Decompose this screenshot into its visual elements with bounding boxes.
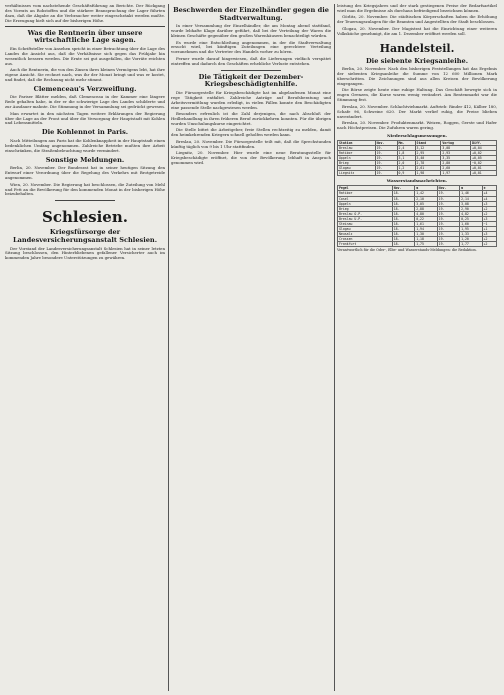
table-cell: 1,18 bbox=[415, 237, 437, 242]
paragraph: Der Vorstand der Landesversicherungsanstalt Schlesien hat in seiner letzten Sitzung beschlossen, den Hinterbliebenen gefallener Versicherter auch im kommenden Jahre besondere Unterstützungen zu gewähren. bbox=[5, 245, 165, 261]
table-cell: Glogau bbox=[338, 227, 393, 232]
table-cell: 19. bbox=[437, 206, 459, 211]
table-cell: +0,04 bbox=[471, 145, 497, 150]
table-cell: 2,95 bbox=[415, 150, 441, 155]
section-title-handelsteil: Handelsteil. bbox=[379, 41, 455, 55]
paragraph: Breslau, 20. November. Schlachtviehmarkt. Auftrieb: Rinder 412, Kälber 180, Schafe 96, Schweine 620. Der Markt verlief ruhig, die Preise blieben unverändert. bbox=[337, 103, 497, 119]
table-cell: 18. bbox=[392, 206, 414, 211]
divider bbox=[5, 26, 165, 27]
table-cell: Frankfurt bbox=[338, 242, 393, 247]
table-cell: 1,75 bbox=[415, 242, 437, 247]
table-cell: 4,80 bbox=[415, 211, 437, 216]
table-cell: 1,60 bbox=[460, 222, 482, 227]
table-cell: 2,61 bbox=[415, 166, 441, 171]
table-cell: 1,94 bbox=[415, 227, 437, 232]
table-cell: 2,88 bbox=[415, 206, 437, 211]
table-cell: Breslau U.P. bbox=[338, 216, 393, 221]
table-cell: 2,93 bbox=[441, 150, 471, 155]
table-cell: 19. bbox=[437, 222, 459, 227]
table-cell: 19. bbox=[437, 211, 459, 216]
paragraph: Die Pariser Blätter melden, daß Clemenceau in der Kammer eine längere Rede gehalten habe, in der er die schwierige Lage des Landes schilderte und zur Ausdauer mahnte. Die Stimmung in der Versammlung sei gedrückt gewesen. bbox=[5, 94, 165, 110]
table-footnote: Verantwortlich für die Oder-, Elbe- und Wasserstands-Meldungen: die Redaktion. bbox=[337, 248, 477, 253]
headline-beschwerden: Beschwerden der Einzelhändler gegen die Stadtverwaltung. bbox=[173, 6, 329, 22]
table-cell: Glogau bbox=[338, 166, 376, 171]
table-header-cell: Station bbox=[338, 140, 376, 145]
table-cell: 2,0 bbox=[397, 161, 415, 166]
table-cell: +3 bbox=[482, 216, 496, 221]
table-cell: +2 bbox=[482, 242, 496, 247]
table-cell: 2,60 bbox=[441, 166, 471, 171]
table-header-cell: Nov. bbox=[375, 140, 397, 145]
table-header-cell: Pegel bbox=[338, 186, 393, 191]
table-cell: 18. bbox=[392, 191, 414, 196]
table-cell: 0,9 bbox=[397, 171, 415, 176]
paragraph: leistung des Kriegsjahres und der stark gestiegenen Preise der Bedarfsartikel wird man die Ergebnisse als durchaus befriedigend bezeichnen können. bbox=[337, 3, 497, 13]
table-cell: 18. bbox=[392, 222, 414, 227]
column-middle bbox=[171, 4, 331, 167]
table-cell: 0,25 bbox=[460, 216, 482, 221]
table-cell: 1,33 bbox=[460, 232, 482, 237]
table-cell: 18. bbox=[392, 211, 414, 216]
paragraph: Görlitz, 20. November. Die städtischen Körperschaften haben die Erhöhung der Teuerungszulagen für die Beamten und Angestellten der Stadt beschlossen. bbox=[337, 14, 497, 25]
table-cell: Ratibor bbox=[338, 191, 393, 196]
table-cell: 3,1 bbox=[397, 156, 415, 161]
table-header-cell: m bbox=[460, 186, 482, 191]
table-cell: 2,14 bbox=[460, 196, 482, 201]
table-title-niederschlag: Niederschlagsmessungen. bbox=[386, 132, 448, 138]
table-cell: 18. bbox=[392, 242, 414, 247]
table-cell: Neusalz bbox=[338, 232, 393, 237]
table-cell: −1 bbox=[482, 222, 496, 227]
table-cell: +0,02 bbox=[471, 150, 497, 155]
table-cell: Oppeln bbox=[338, 201, 393, 206]
table-cell: 19. bbox=[437, 196, 459, 201]
table-cell: 2,80 bbox=[441, 161, 471, 166]
table-header-cell: Stand bbox=[415, 140, 441, 145]
table-cell: 19. bbox=[375, 150, 397, 155]
table-cell: Cosel bbox=[338, 196, 393, 201]
paragraph: Glogau, 20. November. Der Magistrat hat die Einrichtung einer weiteren Volksküche genehmigt, die am 1. Dezember eröffnet werden soll. bbox=[337, 25, 497, 36]
table-cell: 19. bbox=[437, 237, 459, 242]
table-cell: 18. bbox=[392, 232, 414, 237]
table-cell: +1 bbox=[482, 227, 496, 232]
column-rule bbox=[334, 4, 335, 691]
table-cell: 3,40 bbox=[415, 156, 441, 161]
table-cell: 19. bbox=[437, 191, 459, 196]
paragraph: Wien, 20. November. Die Regierung hat beschlossen, die Zuteilung von Mehl und Fett an die Bevölkerung für den kommenden Monat in der bisherigen Höhe beizubehalten. bbox=[5, 181, 165, 197]
paragraph: Ein Schriftsteller von Ansehen spricht in einer Betrachtung über die Lage des Landes die Ansicht aus, daß die Verhältnisse sich gegen das Frühjahr hin wesentlich bessern werden. Die Ernte sei gut ausgefallen, die Vorräte reichten aus. bbox=[5, 45, 165, 66]
paragraph: Die Börse zeigte heute eine ruhige Haltung. Das Geschäft bewegte sich in engen Grenzen, die Kurse waren wenig verändert. Am Rentenmarkt war die Stimmung fest. bbox=[337, 87, 497, 103]
table-cell: 1,30 bbox=[415, 232, 437, 237]
paragraph: Die Stelle bittet die Arbeitgeber, freie Stellen rechtzeitig zu melden, damit den heimkehrenden Kriegern schnell geholfen werden kann. bbox=[171, 127, 331, 138]
paragraph: Auch die Rentnerin, die von den Zinsen ihres kleinen Vermögens lebt, hat ihre eigene Ansicht. Sie rechnet nach, was ihr der Monat bringt und was er kostet, und findet, daß die Rechnung nicht mehr stimmt. bbox=[5, 67, 165, 82]
table-cell: 19. bbox=[375, 171, 397, 176]
headline-kriegsanleihe: Die siebente Kriegsanleihe. bbox=[365, 56, 469, 65]
headline-clemenceau: Clemenceau's Verzweiflung. bbox=[33, 84, 137, 93]
paragraph: Ferner wurde darauf hingewiesen, daß die Lieferungen vielfach verspätet eintreffen und dadurch den Geschäften erhebliche Verluste entstehen. bbox=[171, 55, 331, 66]
table-cell: 1,77 bbox=[460, 242, 482, 247]
table-title-wasserstand: Wasserstandsnachrichten. bbox=[386, 178, 448, 184]
table-cell: +4 bbox=[482, 191, 496, 196]
table-cell: 1,95 bbox=[460, 227, 482, 232]
table-cell: 3,35 bbox=[441, 156, 471, 161]
table-cell: 19. bbox=[375, 156, 397, 161]
table-row bbox=[338, 242, 497, 247]
table-cell: Breslau bbox=[338, 145, 376, 150]
table-cell: 19. bbox=[375, 166, 397, 171]
table-header-cell: Diff. bbox=[471, 140, 497, 145]
headline-kohlen: Die Kohlennot in Paris. bbox=[41, 128, 129, 137]
table-cell: +3 bbox=[482, 201, 496, 206]
paragraph: verhältnisses vom nachstehende Geschäftsführung an Berichte. Der Rückgang des Vorrats an Rohstoffen und die stärkere Beanspruchung der Lager führten dazu, daß die Abgabe an die Verbraucher weiter eingeschränkt werden mußte. Die Erzeugung hielt sich auf der bisherigen Höhe. bbox=[5, 3, 165, 23]
table-cell: +0,01 bbox=[471, 171, 497, 176]
divider bbox=[55, 200, 115, 201]
headline-dezember: Die Tätigkeit der Dezember-Kriegsbeschädigtenhilfe. bbox=[198, 72, 304, 89]
paragraph: Breslau, 20. November. Produktenmarkt. Weizen, Roggen, Gerste und Hafer nach Höchstpreisen. Die Zufuhren waren gering. bbox=[337, 120, 497, 130]
table-cell: 1,42 bbox=[415, 191, 437, 196]
paragraph: Berlin, 20. November. Nach den bisherigen Feststellungen hat das Ergebnis der siebenten Kriegsanleihe die Summe von 12 600 Millionen Mark überschritten. Die Zeichnungen sind aus allen Kreisen der Bevölkerung eingegangen. bbox=[337, 66, 497, 86]
table-cell: 3,12 bbox=[415, 145, 441, 150]
table-cell: 3,08 bbox=[460, 201, 482, 206]
column-right bbox=[337, 4, 497, 253]
table-cell: −0,02 bbox=[471, 161, 497, 166]
table-cell: Crossen bbox=[338, 237, 393, 242]
table-cell: Breslau O.P. bbox=[338, 211, 393, 216]
table-cell: +2 bbox=[482, 237, 496, 242]
table-cell: 4,82 bbox=[460, 211, 482, 216]
table-cell: 2,4 bbox=[397, 145, 415, 150]
paragraph: Liegnitz, 20. November. Hier wurde eine neue Beratungsstelle für Kriegsbeschädigte eröffnet, die von der Bevölkerung lebhaft in Anspruch genommen wird. bbox=[171, 150, 331, 165]
table-cell: 18. bbox=[392, 201, 414, 206]
table-cell: 1,20 bbox=[460, 237, 482, 242]
section-title-schlesien: Schlesien. bbox=[42, 208, 128, 227]
table-cell: 1,46 bbox=[460, 191, 482, 196]
table-header-cell: ± bbox=[482, 186, 496, 191]
table-cell: 18. bbox=[392, 237, 414, 242]
table-cell: 18. bbox=[392, 196, 414, 201]
table-cell: Ratibor bbox=[338, 150, 376, 155]
table-cell: 19. bbox=[437, 242, 459, 247]
table-cell: 1,97 bbox=[441, 171, 471, 176]
table-cell: 1,2 bbox=[397, 166, 415, 171]
table-cell: 3,05 bbox=[415, 201, 437, 206]
table-cell: 19. bbox=[375, 145, 397, 150]
table-header-cell: Nov. bbox=[437, 186, 459, 191]
table-cell: +2 bbox=[482, 206, 496, 211]
paragraph: Breslau, 20. November. Die Fürsorgestelle teilt mit, daß die Sprechstunden künftig täglich von 9 bis 1 Uhr stattfinden. bbox=[171, 138, 331, 149]
paragraph: Man erwartet in den nächsten Tagen weitere Erklärungen der Regierung über die Lage an der Front und über die Versorgung der Hauptstadt mit Kohlen und Lebensmitteln. bbox=[5, 110, 165, 126]
headline-kriegsfuersorge: Kriegsfürsorge der Landesversicherungsanstalt Schlesien. bbox=[12, 228, 158, 244]
table-cell: 19. bbox=[375, 161, 397, 166]
table-cell: 0,22 bbox=[415, 216, 437, 221]
table-cell: +0,05 bbox=[471, 156, 497, 161]
table-cell: 2,10 bbox=[415, 196, 437, 201]
table-header-cell: m bbox=[415, 186, 437, 191]
table-cell: 19. bbox=[437, 232, 459, 237]
table-niederschlag bbox=[337, 140, 497, 177]
table-cell: +2 bbox=[482, 211, 496, 216]
table-header-cell: Mm. bbox=[397, 140, 415, 145]
divider bbox=[221, 70, 281, 71]
paragraph: In einer Versammlung der Einzelhändler, die am Montag abend stattfand, wurde lebhafte Klage darüber geführt, daß bei der Verteilung der Waren die kleinen Geschäfte gegenüber den großen Warenhäusern benachteiligt würden. bbox=[171, 23, 331, 38]
table-cell: 19. bbox=[437, 201, 459, 206]
table-cell: 1,98 bbox=[415, 171, 441, 176]
table-cell: 18. bbox=[392, 216, 414, 221]
table-wasserstand bbox=[337, 185, 497, 247]
paragraph: Nach Mitteilungen aus Paris hat die Kohlenknappheit in der Hauptstadt einen bedenklichen Umfang angenommen. Zahlreiche Betriebe mußten ihre Arbeit einschränken, die Straßenbeleuchtung wurde vermindert. bbox=[5, 137, 165, 153]
table-cell: +0,01 bbox=[471, 166, 497, 171]
table-cell: 2,90 bbox=[460, 206, 482, 211]
table-cell: Brieg bbox=[338, 161, 376, 166]
table-cell: Oppeln bbox=[338, 156, 376, 161]
headline-sonstige: Sonstige Meldungen. bbox=[45, 155, 125, 164]
table-cell: Liegnitz bbox=[338, 171, 376, 176]
table-cell: 3,08 bbox=[441, 145, 471, 150]
table-cell: 2,78 bbox=[415, 161, 441, 166]
table-header-cell: Vortag bbox=[441, 140, 471, 145]
table-cell: +3 bbox=[482, 232, 496, 237]
table-cell: 1,8 bbox=[397, 150, 415, 155]
table-cell: 1,61 bbox=[415, 222, 437, 227]
paragraph: Es wurde eine Entschließung angenommen, in der die Stadtverwaltung ersucht wird, bei künftigen Zuteilungen eine gerechtere Verteilung vorzunehmen und die Vertreter des Handels vorher zu hören. bbox=[171, 39, 331, 55]
table-cell: 19. bbox=[437, 227, 459, 232]
table-cell: Steinau bbox=[338, 222, 393, 227]
column-left bbox=[5, 4, 165, 263]
paragraph: Besonders erfreulich ist die Zahl derjenigen, die nach Abschluß der Heilbehandlung in ihren früheren Beruf zurückkehren konnten. Für die übrigen wurden Umschulungskurse eingerichtet. bbox=[171, 111, 331, 126]
column-rule bbox=[168, 4, 169, 691]
headline-lage: Was die Rentnerin über unsere wirtschaftliche Lage sagen. bbox=[27, 28, 143, 45]
table-header-cell: Nov. bbox=[392, 186, 414, 191]
table-cell: 19. bbox=[437, 216, 459, 221]
paragraph: Die Fürsorgestelle für Kriegsbeschädigte hat im abgelaufenen Monat eine rege Tätigkeit entfaltet. Zahlreiche Anträge auf Berufsberatung und Arbeitsvermittlung wurden erledigt, in vielen Fällen konnte den Beschädigten eine passende Stelle nachgewiesen werden. bbox=[171, 89, 331, 110]
table-row bbox=[338, 171, 497, 176]
table-cell: +4 bbox=[482, 196, 496, 201]
table-cell: Brieg bbox=[338, 206, 393, 211]
table-cell: 18. bbox=[392, 227, 414, 232]
paragraph: Berlin, 20. November. Der Bundesrat hat in seiner heutigen Sitzung den Entwurf einer Verordnung über die Regelung des Verkehrs mit Brotgetreide angenommen. bbox=[5, 165, 165, 181]
